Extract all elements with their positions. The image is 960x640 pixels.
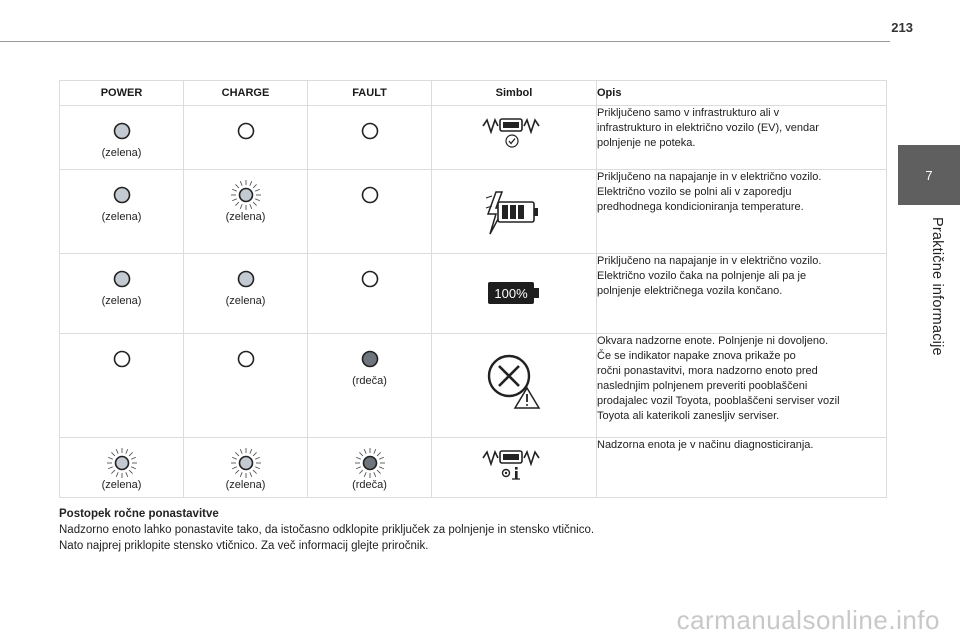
charge-cell bbox=[184, 170, 308, 254]
led-on-icon bbox=[353, 342, 387, 376]
table-row bbox=[60, 438, 887, 498]
power-color-label: (zelena) bbox=[101, 211, 142, 223]
led-blinking-icon bbox=[229, 446, 263, 480]
description-cell bbox=[597, 438, 887, 498]
header-charge: CHARGE bbox=[184, 81, 308, 106]
description-line: Okvara nadzorne enote. Polnjenje ni dovoljeno. bbox=[597, 335, 829, 347]
description-cell bbox=[597, 170, 887, 254]
chapter-title: Praktične informacije bbox=[929, 217, 945, 356]
led-on-icon bbox=[229, 262, 263, 296]
symbol-cell bbox=[432, 170, 597, 254]
fault-cell bbox=[308, 334, 432, 438]
watermark: carmanualsonline.info bbox=[676, 605, 940, 635]
fault-x-warning-icon bbox=[432, 334, 596, 415]
charge-cell bbox=[184, 254, 308, 334]
battery-percent-text: 100% bbox=[494, 286, 528, 301]
description-line: Priključeno na napajanje in v električno vozilo. bbox=[597, 171, 822, 183]
power-cell bbox=[60, 254, 184, 334]
description-line: infrastrukturo in električno vozilo (EV), vendar bbox=[597, 122, 819, 134]
header-fault: FAULT bbox=[308, 81, 432, 106]
description-line: polnjenje ne poteka. bbox=[597, 137, 696, 149]
description-line: prodajalec vozil Toyota, pooblaščeni serviser vozil bbox=[597, 395, 840, 407]
fault-cell bbox=[308, 106, 432, 170]
fault-cell bbox=[308, 170, 432, 254]
description-line: naslednjim polnjenem preveriti pooblaščeni bbox=[597, 380, 808, 392]
table-header-row bbox=[60, 81, 887, 106]
power-cell bbox=[60, 334, 184, 438]
description-line: Priključeno na napajanje in v električno vozilo. bbox=[597, 255, 822, 267]
description-cell bbox=[597, 334, 887, 438]
battery-charging-icon bbox=[432, 170, 596, 241]
fault-color-label: (rdeča) bbox=[352, 479, 387, 491]
fault-color-label: (rdeča) bbox=[352, 375, 387, 387]
led-off-icon bbox=[105, 342, 139, 376]
table-row bbox=[60, 334, 887, 438]
led-off-icon bbox=[353, 262, 387, 296]
fault-cell bbox=[308, 438, 432, 498]
charge-cell bbox=[184, 438, 308, 498]
header-symbol: Simbol bbox=[432, 81, 597, 106]
charging-cable-check-icon bbox=[432, 106, 596, 153]
charge-color-label: (zelena) bbox=[225, 295, 266, 307]
description-line: predhodnega kondicioniranja temperature. bbox=[597, 201, 804, 213]
reset-instructions bbox=[59, 506, 594, 554]
page-number: 213 bbox=[891, 20, 913, 35]
led-blinking-icon bbox=[353, 446, 387, 480]
led-on-icon bbox=[105, 262, 139, 296]
description-line: polnjenje električnega vozila končano. bbox=[597, 285, 783, 297]
reset-line: Nato najprej priklopite stensko vtičnico. Za več informacij glejte priročnik. bbox=[59, 540, 429, 552]
led-off-icon bbox=[353, 114, 387, 148]
reset-line: Nadzorno enoto lahko ponastavite tako, da istočasno odklopite priključek za polnjenje in stensko vtičnico. bbox=[59, 524, 595, 536]
chapter-tab bbox=[898, 145, 960, 205]
charge-color-label: (zelena) bbox=[225, 479, 266, 491]
table-row bbox=[60, 106, 887, 170]
cable-diagnostics-icon bbox=[432, 438, 596, 485]
power-color-label: (zelena) bbox=[101, 295, 142, 307]
description-line: Če se indikator napake znova prikaže po bbox=[597, 350, 796, 362]
indicator-table bbox=[59, 80, 887, 498]
battery-full-100-icon bbox=[432, 254, 596, 311]
header-divider bbox=[0, 41, 890, 42]
symbol-cell bbox=[432, 438, 597, 498]
description-line: Električno vozilo čaka na polnjenje ali pa je bbox=[597, 270, 807, 282]
description-line: ročni ponastavitvi, mora nadzorno enoto pred bbox=[597, 365, 818, 377]
led-off-icon bbox=[229, 342, 263, 376]
symbol-cell bbox=[432, 254, 597, 334]
description-line: Priključeno samo v infrastrukturo ali v bbox=[597, 107, 780, 119]
description-cell bbox=[597, 254, 887, 334]
description-line: Električno vozilo se polni ali v zaporedju bbox=[597, 186, 792, 198]
table-row bbox=[60, 170, 887, 254]
led-blinking-icon bbox=[229, 178, 263, 212]
led-blinking-icon bbox=[105, 446, 139, 480]
power-cell bbox=[60, 170, 184, 254]
fault-cell bbox=[308, 254, 432, 334]
power-color-label: (zelena) bbox=[101, 147, 142, 159]
description-line: Toyota ali katerikoli zanesljiv serviser. bbox=[597, 410, 780, 422]
header-power: POWER bbox=[60, 81, 184, 106]
led-on-icon bbox=[105, 178, 139, 212]
charge-color-label: (zelena) bbox=[225, 211, 266, 223]
table-row bbox=[60, 254, 887, 334]
charge-cell bbox=[184, 334, 308, 438]
led-off-icon bbox=[353, 178, 387, 212]
symbol-cell bbox=[432, 334, 597, 438]
reset-heading: Postopek ročne ponastavitve bbox=[59, 508, 219, 520]
power-cell bbox=[60, 438, 184, 498]
power-color-label: (zelena) bbox=[101, 479, 142, 491]
description-cell bbox=[597, 106, 887, 170]
symbol-cell bbox=[432, 106, 597, 170]
led-on-icon bbox=[105, 114, 139, 148]
power-cell bbox=[60, 106, 184, 170]
led-off-icon bbox=[229, 114, 263, 148]
chapter-number: 7 bbox=[925, 167, 933, 183]
description-line: Nadzorna enota je v načinu diagnosticiranja. bbox=[597, 439, 814, 451]
header-opis: Opis bbox=[597, 81, 887, 106]
charge-cell bbox=[184, 106, 308, 170]
